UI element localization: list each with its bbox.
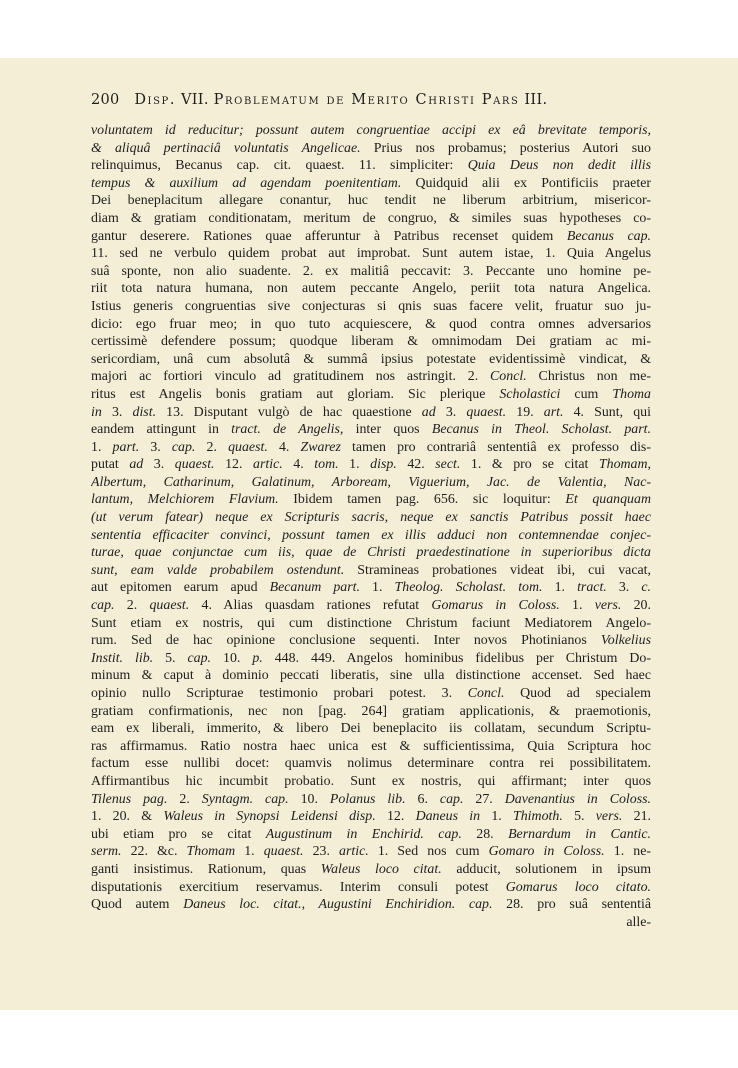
text-run: Affirmantibus hic incumbit probatio. Sunt ex nostris, qui affirmant; inter quos	[91, 773, 651, 789]
text-line	[91, 404, 651, 422]
italic-text: lantum, Melchiorem Flavium.	[91, 492, 279, 508]
text-line	[91, 773, 651, 791]
italic-text: tom.	[314, 457, 339, 473]
text-run: 2.	[114, 598, 150, 614]
italic-text: Thimoth.	[513, 809, 563, 825]
text-run: eam ex liberali, immerito, & libero Dei beneplacito iis collatam, secundum Scriptu-	[91, 721, 651, 737]
text-line	[91, 755, 651, 773]
text-run: 1. Sed nos cum	[368, 844, 489, 860]
italic-text: tract.	[577, 580, 607, 596]
running-header	[91, 92, 651, 108]
text-line	[91, 280, 651, 298]
italic-text: Tilenus pag.	[91, 791, 168, 807]
text-run: gantur deserere. Rationes quae afferuntur à Patribus recenset quidem	[91, 228, 567, 244]
text-run: 3.	[101, 404, 133, 420]
italic-text: Gomarus loco citato.	[505, 879, 651, 895]
italic-text: Zwarez	[300, 439, 341, 455]
italic-text: cap.	[439, 791, 464, 807]
text-run: 12.	[214, 457, 254, 473]
text-run: 20.	[621, 598, 651, 614]
text-run: 3.	[143, 457, 175, 473]
italic-text: Theolog. Scholast. tom.	[394, 580, 543, 596]
text-run: 1.	[338, 457, 371, 473]
text-run: riit tota natura humana, non autem peccante Angelo, periit tota natura Angelica.	[91, 281, 651, 297]
italic-text: Gomarus in Coloss.	[431, 598, 560, 614]
text-line	[91, 333, 651, 351]
italic-text: Augustinum in Enchirid. cap.	[265, 826, 462, 842]
text-run: 21.	[622, 809, 651, 825]
text-run: 19.	[506, 404, 544, 420]
italic-text: quaest.	[466, 404, 507, 420]
italic-text: p.	[252, 650, 263, 666]
italic-text: Becanum part.	[269, 580, 360, 596]
italic-text: Becanus cap.	[566, 228, 651, 244]
text-run: 2.	[167, 791, 202, 807]
italic-text: Waleus in Synopsi Leidensi disp.	[163, 809, 376, 825]
italic-text: part.	[112, 439, 140, 455]
text-line	[91, 738, 651, 756]
text-line	[91, 562, 651, 580]
text-run: 13. Disputant vulgò de hac quaestione	[156, 404, 422, 420]
italic-text: Polanus lib.	[329, 791, 406, 807]
text-line	[91, 509, 651, 527]
text-line	[91, 175, 651, 193]
text-run: Stramineas probationes videat ibi, cui vacat,	[344, 562, 651, 578]
text-run: Quod ad specialem	[504, 686, 651, 701]
text-run: Dei beneplacitum allegare conantur, huc tendit ne liberum arbitrium, misericor-	[91, 193, 651, 209]
text-run: 5.	[153, 650, 188, 666]
text-line	[91, 439, 651, 457]
italic-text: vers.	[594, 598, 622, 614]
text-run: Sunt etiam ex nostris, qui cum distinctione Christum faciunt Mediatorem Angelo-	[91, 615, 651, 631]
italic-text: Daneus in	[415, 809, 481, 825]
italic-text: Thoma	[612, 386, 651, 402]
text-run: 4.	[282, 457, 315, 473]
italic-text: Thomam,	[598, 457, 651, 473]
text-run: 4. Alias quasdam rationes refutat	[189, 598, 432, 614]
text-run: factum esse nullibi docet: quamvis nolimus determinare contra rei possibilitatem.	[91, 756, 651, 772]
text-line	[91, 720, 651, 738]
text-line	[91, 650, 651, 668]
text-run: ras affirmamus. Ratio nostra haec unica est & sufficientissima, Quia Scriptura hoc	[91, 738, 651, 754]
text-run: 1.	[480, 809, 514, 825]
text-line	[91, 685, 651, 703]
italic-text: Davenantius in Coloss.	[504, 791, 651, 807]
text-run: 22. &c.	[121, 844, 187, 860]
text-line	[91, 843, 651, 861]
text-run: 6.	[405, 791, 440, 807]
italic-text: artic.	[339, 844, 369, 860]
text-run: 2.	[195, 439, 229, 455]
text-run: 27.	[463, 791, 505, 807]
italic-text: c.	[641, 580, 651, 596]
text-run: 42.	[396, 457, 436, 473]
text-line	[91, 527, 651, 545]
italic-text: Daneus loc. citat., Augustini Enchiridion. cap.	[183, 897, 493, 913]
italic-text: sect.	[435, 457, 461, 473]
text-run: 1.	[542, 580, 578, 596]
text-run: eandem attingunt in	[91, 422, 232, 438]
text-run: adducit, solutionem in ipsum	[441, 861, 651, 877]
text-line	[91, 808, 651, 826]
header-part: III.	[524, 92, 548, 108]
text-run: opinio nullo Scripturae testimonio probari potest. 3.	[91, 686, 468, 701]
italic-text: Scholastici	[499, 386, 561, 402]
text-line	[91, 351, 651, 369]
italic-text: dist.	[132, 404, 157, 420]
text-run: relinquimus, Becanus cap. cit. quaest. 11. simpliciter:	[91, 158, 468, 174]
italic-text: tempus & auxilium ad agendam poenitentiam.	[91, 175, 402, 191]
text-run: inter quos	[343, 422, 432, 438]
text-run: majori ac fortiori vinculo ad gratitudinem nos astringit. 2.	[91, 369, 491, 385]
italic-text: Waleus loco citat.	[320, 861, 442, 877]
text-run: 10.	[288, 791, 330, 807]
text-run: ubi etiam pro se citat	[91, 826, 266, 842]
book-page	[0, 58, 738, 1010]
text-run: 28.	[461, 826, 509, 842]
text-run: putat	[91, 457, 130, 473]
italic-text: sententia efficaciter convinci, possunt tamen ex illis adduci non contemnendae conjec-	[91, 527, 651, 543]
header-numeral: VII.	[181, 92, 209, 108]
text-line	[91, 228, 651, 246]
text-line	[91, 491, 651, 509]
text-run: certissimè defendere possum; quodque liberam & omnimodam Dei gratiam ac mi-	[91, 334, 651, 350]
text-run: 1. & pro se citat	[460, 457, 599, 473]
text-line	[91, 632, 651, 650]
text-run: 4.	[267, 439, 301, 455]
text-run: 1. ne-	[604, 844, 651, 860]
text-run: 11. sed ne verbulo quidem probat aut improbat. Sunt autem istae, 1. Quia Angelus	[91, 246, 651, 262]
italic-text: Volkelius	[600, 633, 651, 649]
text-line	[91, 861, 651, 879]
text-run: tamen pro contrariâ sententiâ ex professo dis-	[340, 439, 651, 455]
text-run: diam & gratiam conditionatam, meritum de congruo, & similes suas hypotheses co-	[91, 210, 651, 226]
text-line	[91, 368, 651, 386]
text-line	[91, 298, 651, 316]
header-title: Problematum de Merito Christi Pars	[213, 92, 520, 108]
italic-text: cap.	[171, 439, 196, 455]
text-line	[91, 157, 651, 175]
text-line	[91, 122, 651, 140]
text-line	[91, 703, 651, 721]
text-line	[91, 245, 651, 263]
italic-text: Becanus in Theol. Scholast. part.	[431, 422, 651, 438]
text-run: 1.	[359, 580, 395, 596]
italic-text: quaest.	[228, 439, 268, 455]
italic-text: cap.	[187, 650, 212, 666]
text-line	[91, 421, 651, 439]
italic-text: quaest.	[263, 844, 304, 860]
italic-text: Thomam	[186, 844, 236, 860]
text-run: 4. Sunt, qui	[563, 404, 651, 420]
italic-text: Concl.	[467, 686, 505, 701]
text-run: 1.	[559, 598, 595, 614]
italic-text: & aliquâ pertinaciâ voluntatis Angelicae.	[91, 140, 361, 156]
text-line	[91, 192, 651, 210]
italic-text: tract. de Angelis,	[231, 422, 344, 438]
italic-text: Et quanquam	[565, 492, 651, 508]
text-run: Prius nos probamus; posterius Autori suo	[360, 140, 651, 156]
text-run: 3.	[606, 580, 642, 596]
italic-text: voluntatem id reducitur; possunt autem congruentiae accipi ex eâ brevitate temporis,	[91, 123, 651, 138]
text-line	[91, 474, 651, 492]
text-line	[91, 914, 651, 932]
text-run: rum. Sed de hac opinione conclusione sequenti. Inter novos Photinianos	[91, 633, 601, 649]
body-text	[91, 122, 651, 931]
italic-text: Syntagm. cap.	[201, 791, 289, 807]
italic-text: Albertum, Catharinum, Galatinum, Arboream, Viguerium, Jac. de Valentia, Nac-	[91, 474, 651, 490]
italic-text: artic.	[253, 457, 283, 473]
text-run: 5.	[562, 809, 596, 825]
text-line	[91, 896, 651, 914]
italic-text: Instit. lib.	[91, 650, 154, 666]
italic-text: ad	[421, 404, 436, 420]
text-run: sericordiam, unâ cum absolutâ & summâ ipsius potestate evidentissimè vindicat, &	[91, 351, 651, 367]
italic-text: disp.	[370, 457, 397, 473]
italic-text: in	[91, 404, 102, 420]
page-number: 200	[91, 92, 120, 108]
text-run: suâ sponte, non alio suadente. 2. ex malitiâ peccavit: 3. Peccante uno homine pe-	[91, 263, 651, 279]
italic-text: vers.	[595, 809, 623, 825]
text-run: 10.	[211, 650, 253, 666]
text-line	[91, 210, 651, 228]
italic-text: turae, quae conjunctae cum iis, quae de Christi praedestinatione in superioribus dicta	[91, 545, 651, 561]
text-run: 12.	[375, 809, 416, 825]
text-run: Christus non me-	[526, 369, 651, 385]
text-run: ganti insistimus. Rationum, quas	[91, 861, 321, 877]
text-run: alle-	[626, 914, 651, 930]
italic-text: Concl.	[490, 369, 527, 385]
text-run: 1.	[235, 844, 264, 860]
text-line	[91, 826, 651, 844]
italic-text: (ut verum fatear) neque ex Scripturis sacris, neque ex sanctis Patribus possit haec	[91, 510, 651, 526]
text-line	[91, 879, 651, 897]
text-run: 1. 20. &	[91, 809, 164, 825]
text-run: gratiam confirmationis, nec non [pag. 264] gratiam applicationis, & praemotionis,	[91, 703, 651, 719]
text-run: 1.	[91, 439, 113, 455]
italic-text: ad	[129, 457, 144, 473]
text-line	[91, 316, 651, 334]
text-run: Ibidem tamen pag. 656. sic loquitur:	[278, 492, 566, 508]
italic-text: quaest.	[174, 457, 215, 473]
text-run: 23.	[303, 844, 340, 860]
italic-text: quaest.	[149, 598, 190, 614]
italic-text: sunt, eam valde probabilem ostendunt.	[91, 562, 345, 578]
text-run: 448. 449. Angelos hominibus fidelibus per Christum Do-	[262, 650, 651, 666]
text-line	[91, 615, 651, 633]
text-line	[91, 386, 651, 404]
text-run: disputationis exercitium reservamus. Interim consuli potest	[91, 879, 506, 895]
text-run: aut epitomen earum apud	[91, 580, 270, 596]
text-run: Istius generis congruentias sive conjecturas si qnis suas facere velit, fruatur suo ju-	[91, 298, 651, 314]
text-run: 28. pro suâ sententiâ	[492, 897, 651, 913]
italic-text: serm.	[91, 844, 122, 860]
text-line	[91, 544, 651, 562]
text-line	[91, 263, 651, 281]
text-run: ritus est Angelis bonis gratiam aut gloriam. Sic plerique	[91, 386, 500, 402]
text-run: Quidquid alii ex Pontificiis praeter	[401, 175, 651, 191]
header-disp: Disp.	[134, 92, 177, 108]
text-run: 3.	[139, 439, 172, 455]
italic-text: Gomaro in Coloss.	[488, 844, 605, 860]
text-line	[91, 597, 651, 615]
text-line	[91, 456, 651, 474]
text-run: cum	[560, 386, 613, 402]
italic-text: Bernardum in Cantic.	[508, 826, 651, 842]
text-run: dicio: ego fruar meo; in quo tuto acquiescere, & quod contra omnes adversarios	[91, 316, 651, 332]
text-line	[91, 667, 651, 685]
italic-text: art.	[543, 404, 564, 420]
text-run: Quod autem	[91, 897, 184, 913]
text-run: minum & caput à dominio peccati liberatis, sine ulla distinctione accenset. Sed haec	[91, 668, 651, 684]
text-line	[91, 579, 651, 597]
text-line	[91, 140, 651, 158]
text-run: 3.	[435, 404, 467, 420]
text-line	[91, 791, 651, 809]
italic-text: Quia Deus non dedit illis	[467, 158, 651, 174]
italic-text: cap.	[91, 598, 115, 614]
